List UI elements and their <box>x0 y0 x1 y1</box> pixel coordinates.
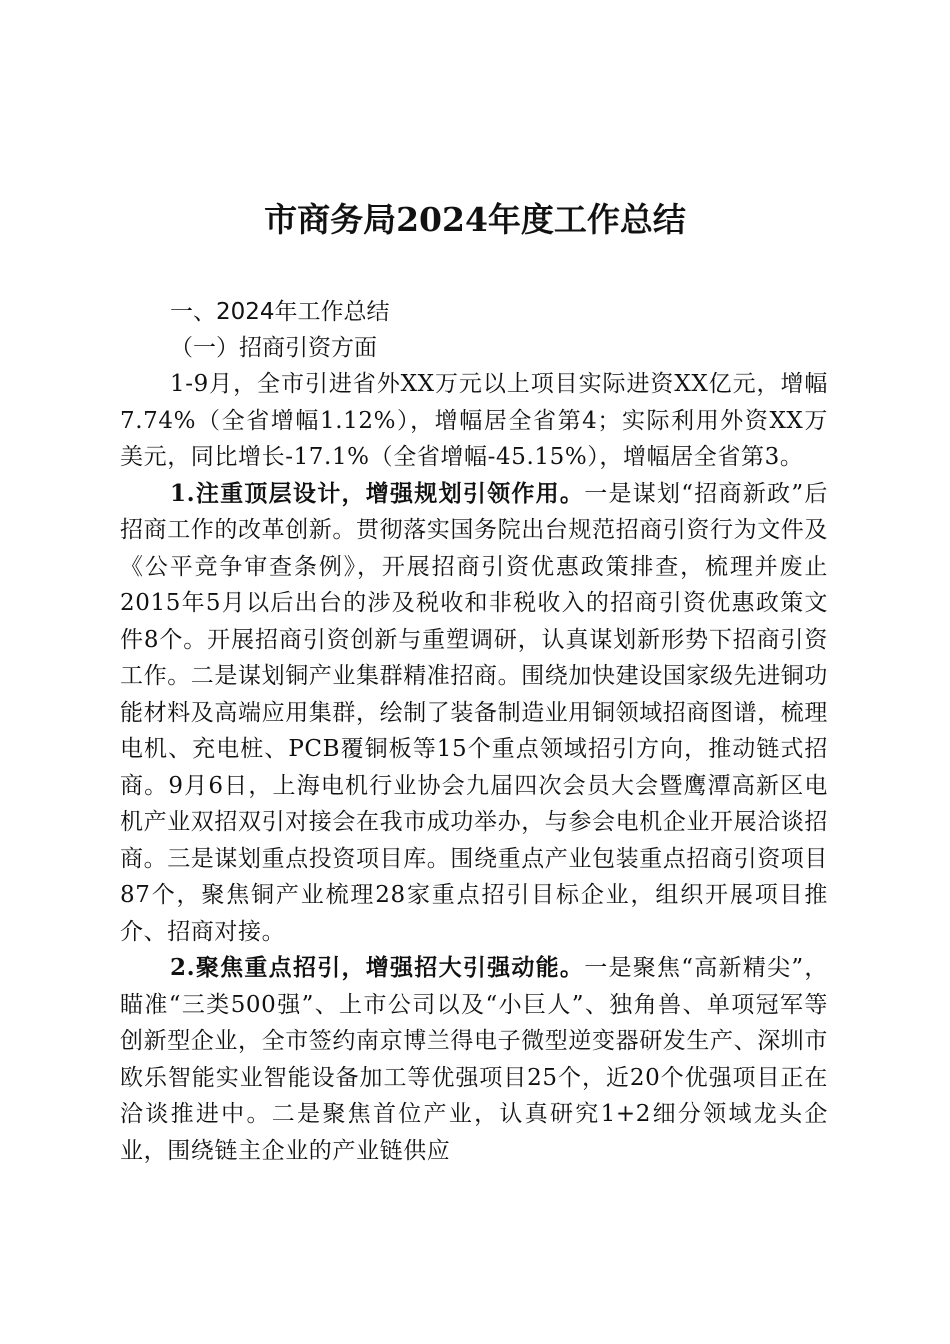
paragraph-body: 一是聚焦“高新精尖”，瞄准“三类500强”、上市公司以及“小巨人”、独角兽、单项冠军等创新型企业，全市签约南京博兰得电子微型逆变器研发生产、深圳市欧乐智能实业智能设备加工等优强项目25个，近20个优强项目正在洽谈推进中。二是聚焦首位产业，认真研究1+2细分领域龙头企业，围绕链主企业的产业链供应 <box>120 955 828 1164</box>
document-title: 市商务局2024年度工作总结 <box>264 200 686 239</box>
paragraph-lead: 2.聚焦重点招引，增强招大引强动能。 <box>170 954 585 981</box>
paragraph-key-investment <box>120 950 828 1169</box>
paragraph-top-level-design <box>120 476 828 951</box>
paragraph-lead: 1.注重顶层设计，增强规划引领作用。 <box>170 479 585 507</box>
subsection-heading: （一）招商引资方面 <box>170 335 377 361</box>
summary-paragraph: 1-9月，全市引进省外XX万元以上项目实际进资XX亿元，增幅7.74%（全省增幅1.12%），增幅居全省第4；实际利用外资XX万美元，同比增长-17.1%（全省增幅-45.15%），增幅居全省第3。 <box>120 371 828 470</box>
section-heading: 一、2024年工作总结 <box>170 299 390 325</box>
paragraph-body: 一是谋划“招商新政”后招商工作的改革创新。贯彻落实国务院出台规范招商引资行为文件及《公平竞争审查条例》，开展招商引资优惠政策排查，梳理并废止2015年5月以后出台的涉及税收和非税收入的招商引资优惠政策文件8个。开展招商引资创新与重塑调研，认真谋划新形势下招商引资工作。二是谋划铜产业集群精准招商。围绕加快建设国家级先进铜功能材料及高端应用集群，绘制了装备制造业用铜领域招商图谱，梳理电机、充电桩、PCB覆铜板等15个重点领域招引方向，推动链式招商。9月6日，上海电机行业协会九届四次会员大会暨鹰潭高新区电机产业双招双引对接会在我市成功举办，与参会电机企业开展洽谈招商。三是谋划重点投资项目库。围绕重点产业包装重点招商引资项目87个，聚焦铜产业梳理28家重点招引目标企业，组织开展项目推介、招商对接。 <box>120 480 828 945</box>
document-body <box>120 294 828 1169</box>
